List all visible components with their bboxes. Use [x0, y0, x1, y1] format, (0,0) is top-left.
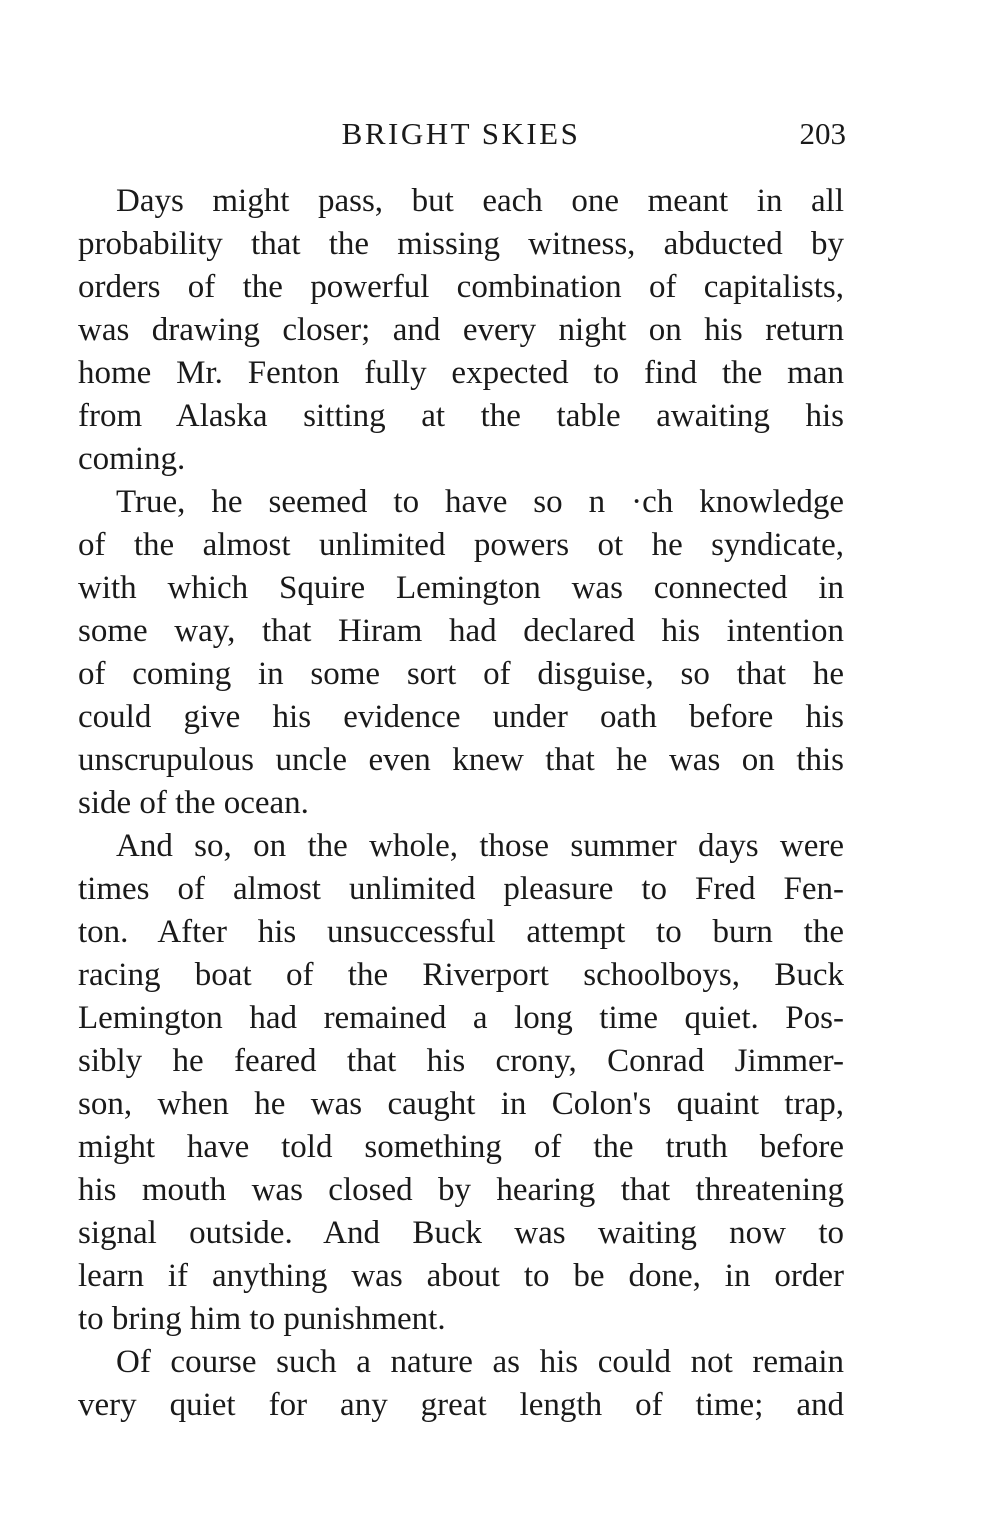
text-line: son, when he was caught in Colon's quaint trap,: [78, 1086, 844, 1122]
text-line: And so, on the whole, those summer days were: [116, 828, 844, 864]
text-line: sibly he feared that his crony, Conrad Jimmer-: [78, 1043, 844, 1079]
text-line: orders of the powerful combination of capitalists,: [78, 269, 844, 305]
text-line: with which Squire Lemington was connected in: [78, 570, 844, 606]
text-line: signal outside. And Buck was waiting now to: [78, 1215, 844, 1251]
text-line: could give his evidence under oath before his: [78, 699, 844, 735]
running-head: [78, 112, 844, 156]
text-line: of coming in some sort of disguise, so that he: [78, 656, 844, 692]
text-line: True, he seemed to have so n ·ch knowledge: [116, 484, 844, 520]
text-line: probability that the missing witness, abducted by: [78, 226, 844, 262]
text-line: times of almost unlimited pleasure to Fred Fen-: [78, 871, 844, 907]
text-line: coming.: [78, 441, 186, 477]
text-line: home Mr. Fenton fully expected to find the man: [78, 355, 844, 391]
text-line: very quiet for any great length of time; and: [78, 1387, 844, 1423]
text-line: Of course such a nature as his could not remain: [116, 1344, 844, 1380]
text-line: his mouth was closed by hearing that threatening: [78, 1172, 844, 1208]
text-line: side of the ocean.: [78, 785, 309, 821]
text-line: learn if anything was about to be done, in order: [78, 1258, 844, 1294]
paragraph-3: [78, 825, 844, 1341]
text-line: Days might pass, but each one meant in all: [116, 183, 844, 219]
page-number: 203: [799, 116, 846, 151]
text-line: racing boat of the Riverport schoolboys, Buck: [78, 957, 844, 993]
text-line: might have told something of the truth before: [78, 1129, 844, 1165]
text-line: from Alaska sitting at the table awaiting his: [78, 398, 844, 434]
text-line: unscrupulous uncle even knew that he was on this: [78, 742, 844, 778]
text-line: some way, that Hiram had declared his intention: [78, 613, 844, 649]
paragraph-2: [78, 481, 844, 825]
running-title: BRIGHT SKIES: [341, 116, 581, 151]
text-line: ton. After his unsuccessful attempt to burn the: [78, 914, 844, 950]
paragraph-1: [78, 180, 844, 481]
text-line: was drawing closer; and every night on his return: [78, 312, 844, 348]
text-line: to bring him to punishment.: [78, 1301, 446, 1337]
text-line: Lemington had remained a long time quiet. Pos-: [78, 1000, 844, 1036]
body-text: [78, 180, 844, 1427]
paragraph-4: [78, 1341, 844, 1427]
text-line: of the almost unlimited powers ot he syndicate,: [78, 527, 844, 563]
